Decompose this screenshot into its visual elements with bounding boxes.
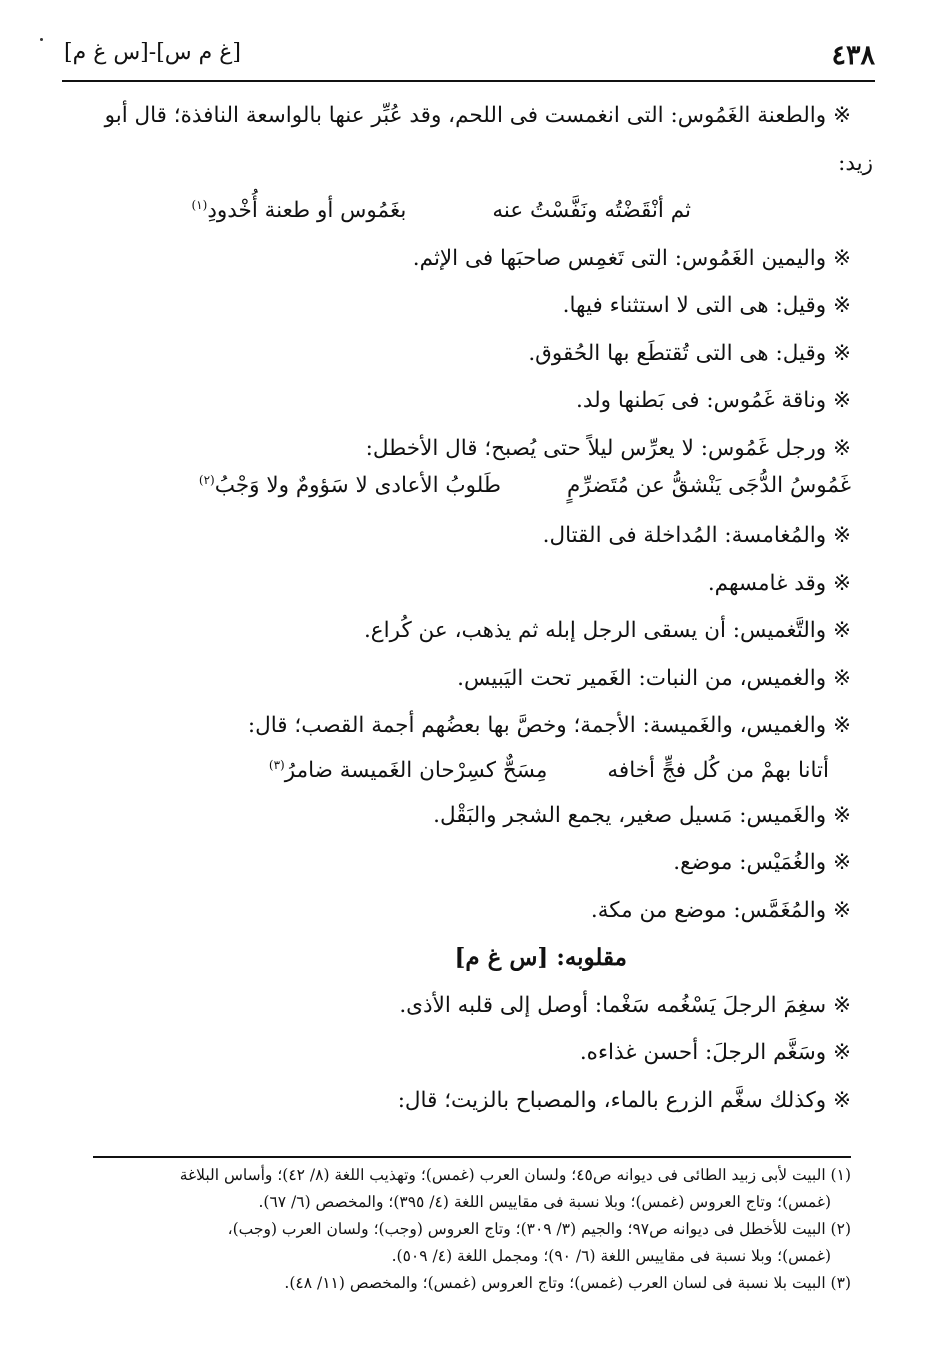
- footnote-divider: [93, 1156, 851, 1158]
- entry-paragraph: ※ والغميس، والغَميسة: الأجمة؛ وخصَّ بها بعضُهم أجمة القصب؛ قال:: [247, 713, 851, 738]
- footnote-line: (غمس)؛ وتاج العروس (غمس)؛ وبلا نسبة فى مقاييس اللغة (٤/ ٣٩٥)؛ والمخصص (٦/ ٦٧).: [258, 1193, 831, 1211]
- section-subheading: مقلوبه: [س غ م]: [454, 944, 627, 971]
- entry-paragraph: ※ والتَّغميس: أن يسقى الرجل إبله ثم يذهب، عن كُراع.: [363, 618, 851, 643]
- running-header: [62, 36, 875, 82]
- page-number: ٤٣٨: [831, 40, 875, 71]
- main-text: [84, 92, 873, 1124]
- verse-second-text: مِسَحٌّ كسِرْحان الغَميسة ضامرُ: [284, 757, 548, 783]
- entry-paragraph: ※ والمُغَمَّس: موضع من مكة.: [590, 897, 851, 923]
- footnote-ref: (٣): [268, 757, 285, 772]
- root-label: [غ م س]-[س غ م]: [64, 40, 241, 65]
- entry-paragraph: ※ وكذلك سغَّم الزرع بالماء، والمصباح بالزيت؛ قال:: [397, 1087, 851, 1113]
- entry-continuation: زيد:: [838, 150, 873, 176]
- entry-paragraph: ※ والغميس، من النبات: الغَمير تحت اليَبيس.: [457, 665, 851, 691]
- entry-paragraph: ※ وقيل: هى التى لا استثناء فيها.: [562, 293, 851, 318]
- entry-paragraph: ※ وسَغَّم الرجلَ: أحسن غذاءه.: [579, 1040, 851, 1065]
- footnote-line: (٣) البيت بلا نسبة فى لسان العرب (غمس)؛ وتاج العروس (غمس)؛ والمخصص (١١/ ٤٨).: [284, 1274, 851, 1292]
- verse-line: [84, 750, 851, 792]
- verse-second-hemistich: [269, 750, 548, 792]
- entry-paragraph: ※ واليمين الغَمُوس: التى تَغمِس صاحبَها فى الإثم.: [412, 245, 851, 271]
- verse-first-hemistich: غَمُوسُ الدُّجَى يَنْشقُّ عن مُتَضرِّمٍ: [567, 473, 851, 498]
- scan-speck: [40, 38, 43, 41]
- entry-paragraph: ※ والغُمَيْس: موضع.: [673, 850, 851, 875]
- footnote: [84, 1270, 851, 1297]
- verse-line: [84, 187, 851, 235]
- entry-paragraph: ※ سغِمَ الرجلَ يَسْغُمه سَغْما: أوصل إلى قلبه الأذى.: [399, 992, 851, 1018]
- verse-second-hemistich: [191, 187, 406, 235]
- footnote-line: (٢) البيت للأخطل فى ديوانه ص٩٧؛ والجيم (٣/ ٣٠٩)؛ وتاج العروس (وجب)؛ ولسان العرب (وجب)،: [227, 1220, 851, 1238]
- footnote: [84, 1216, 851, 1270]
- entry-paragraph: ※ ورجل غَمُوس: لا يعرِّس ليلاً حتى يُصبح؛ قال الأخطل:: [365, 435, 851, 461]
- footnote-ref: (٢): [198, 472, 215, 487]
- verse-second-text: بغَمُوس أو طعنة أُخْدودِ: [207, 198, 407, 223]
- entry-paragraph: ※ والغَميس: مَسيل صغير، يجمع الشجر والبَقْل.: [433, 802, 851, 828]
- verse-first-hemistich: أتانا بهمْ من كُل فجٍّ أخافه: [607, 757, 829, 783]
- footnotes: [84, 1162, 851, 1297]
- entry-paragraph: ※ وقد غامسهم.: [707, 570, 851, 596]
- verse-line: [84, 466, 851, 506]
- entry-paragraph: ※ والطعنة الغَمُوس: التى انغمست فى اللحم، وقد عُبِّر عنها بالواسعة النافذة؛ قال أبو: [104, 103, 851, 128]
- footnote-line: (غمس)؛ وبلا نسبة فى مقاييس اللغة (٦/ ٩٠)؛ ومجمل اللغة (٤/ ٥٠٩).: [391, 1247, 831, 1265]
- verse-first-hemistich: ثم أنْقَضْتُه ونَفَّسْتُ عنه: [492, 198, 691, 223]
- footnote: [84, 1162, 851, 1216]
- verse-second-text: طَلوبُ الأعادى لا سَؤومٌ ولا وَجْبُ: [214, 473, 502, 498]
- entry-paragraph: ※ والمُغامسة: المُداخلة فى القتال.: [542, 523, 851, 548]
- footnote-ref: (١): [191, 197, 208, 212]
- entry-paragraph: ※ وقيل: هى التى تُقتطَع بها الحُقوق.: [528, 340, 851, 366]
- verse-second-hemistich: [199, 466, 501, 506]
- footnote-line: (١) البيت لأبى زبيد الطائى فى ديوانه ص٤٥؛ ولسان العرب (غمس)؛ وتهذيب اللغة (٨/ ٤٢)؛ وأساس البلاغة: [179, 1166, 851, 1184]
- entry-paragraph: ※ وناقة غَمُوس: فى بَطنها ولد.: [576, 388, 851, 413]
